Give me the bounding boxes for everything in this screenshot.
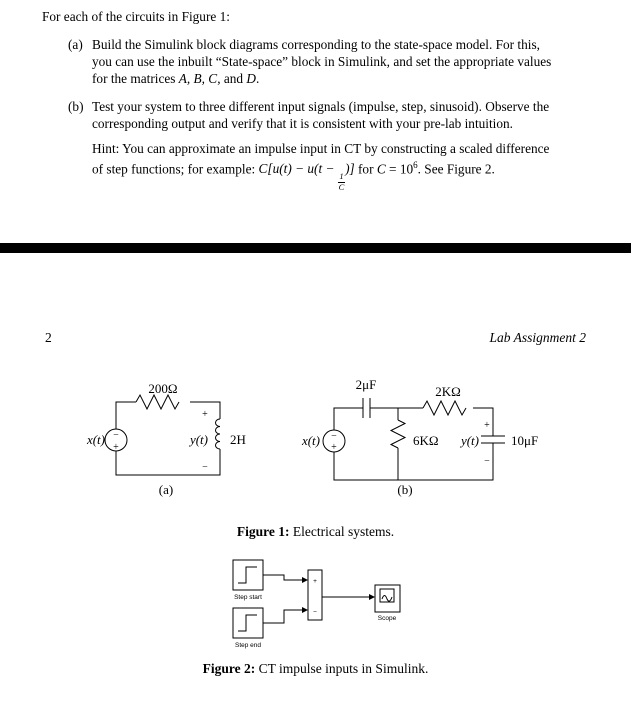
- source-plus: +: [113, 442, 119, 453]
- resistor-6k-symbol: [391, 420, 405, 448]
- item-b-text: Test your system to three different input signals (impulse, step, sinusoid). Observe the corresponding output and verify that it is consistent with your pre-lab intuition.: [92, 99, 550, 131]
- item-b: [68, 98, 566, 132]
- step-start-label: Step start: [234, 594, 262, 601]
- fraction-denominator: C: [338, 181, 345, 192]
- resistor-200-symbol: [136, 395, 179, 409]
- figure2-caption-label: Figure 2:: [202, 661, 256, 676]
- page-header: [45, 330, 586, 346]
- output-label: y(t): [460, 433, 479, 448]
- series-resistor-label: 2KΩ: [435, 384, 461, 399]
- item-a-text: [92, 36, 562, 87]
- output-capacitor-label: 10μF: [511, 433, 539, 448]
- figure1-caption-label: Figure 1:: [236, 524, 290, 539]
- figure1-caption: [0, 524, 631, 540]
- signal-wire: [263, 575, 302, 580]
- resistor-2k-symbol: [423, 401, 466, 415]
- matrix-d: D: [246, 71, 256, 86]
- hint-formula: [258, 161, 355, 192]
- figure1-circuit-b: [293, 372, 553, 504]
- series-capacitor-label: 2μF: [355, 377, 377, 392]
- matrices-abc: A, B, C: [178, 71, 218, 86]
- figure1-caption-text: Electrical systems.: [289, 524, 395, 539]
- inductor-symbol: [216, 419, 221, 449]
- resistor-label: 200Ω: [148, 381, 178, 396]
- source-plus: +: [331, 442, 337, 453]
- item-b-label: (b): [68, 99, 84, 114]
- hint-text-3: . See Figure 2.: [417, 161, 495, 177]
- output-minus: −: [202, 462, 208, 473]
- item-a-period: .: [255, 71, 260, 86]
- figure2-simulink-diagram: [222, 556, 417, 656]
- output-minus: −: [484, 456, 490, 467]
- output-plus: +: [484, 420, 490, 431]
- shunt-resistor-label: 6KΩ: [413, 433, 439, 448]
- wire: [116, 402, 136, 429]
- figure2-caption-text: CT impulse inputs in Simulink.: [255, 661, 429, 676]
- exponent: 6: [413, 160, 418, 170]
- scope-screen: [380, 589, 394, 602]
- item-a: [68, 36, 566, 87]
- fraction-numerator: 1: [339, 171, 344, 182]
- item-a-label: (a): [68, 37, 83, 52]
- step-end-label: Step end: [234, 642, 262, 649]
- circuit-b-sublabel: (b): [397, 482, 413, 497]
- source-label: x(t): [86, 432, 105, 447]
- assignment-text: [42, 8, 566, 192]
- output-label: y(t): [189, 432, 208, 447]
- circuit-a-sublabel: (a): [158, 482, 174, 497]
- item-a-and: , and: [217, 71, 247, 86]
- source-label: x(t): [301, 433, 320, 448]
- page-break-bar: [0, 243, 631, 253]
- formula-pre: C[u(t) − u(t −: [258, 161, 338, 177]
- intro-line: For each of the circuits in Figure 1:: [42, 9, 230, 24]
- sum-minus-port: −: [313, 609, 317, 616]
- circuit-b-labels: [301, 377, 538, 497]
- page-number: 2: [45, 330, 52, 345]
- step-start-block: [233, 560, 263, 590]
- scope-label: Scope: [377, 615, 397, 622]
- wire: [334, 443, 493, 480]
- inductor-label: 2H: [230, 432, 246, 447]
- running-title: Lab Assignment 2: [489, 330, 586, 345]
- arrowhead: [369, 594, 375, 600]
- constant-c: C: [376, 161, 386, 177]
- output-plus: +: [202, 409, 208, 420]
- hint-eq: = 10: [385, 161, 414, 177]
- wire: [473, 408, 493, 436]
- arrowhead: [302, 577, 308, 583]
- sum-plus-port: +: [313, 578, 317, 585]
- hint-paragraph: [92, 140, 562, 192]
- item-a-body: Build the Simulink block diagrams corresponding to the state-space model. For this, you can use the inbuilt “State-space” block in Simulink, and set the appropriate values for the matrices: [92, 37, 552, 86]
- formula-post: )]: [345, 161, 355, 177]
- hint-text-2: for: [354, 161, 377, 177]
- fraction: [338, 172, 345, 192]
- hint-label: Hint:: [92, 141, 120, 156]
- arrowhead: [302, 607, 308, 613]
- step-end-block: [233, 608, 263, 638]
- signal-wire: [263, 610, 302, 623]
- hint-text-1: You can approximate an impulse input in CT by constructing a scaled difference of step functions; for example:: [92, 141, 550, 177]
- source-minus: −: [113, 430, 119, 441]
- source-minus: −: [331, 431, 337, 442]
- wire: [334, 408, 363, 430]
- figure2-caption: [0, 661, 631, 677]
- figure1-circuit-a: [78, 374, 263, 502]
